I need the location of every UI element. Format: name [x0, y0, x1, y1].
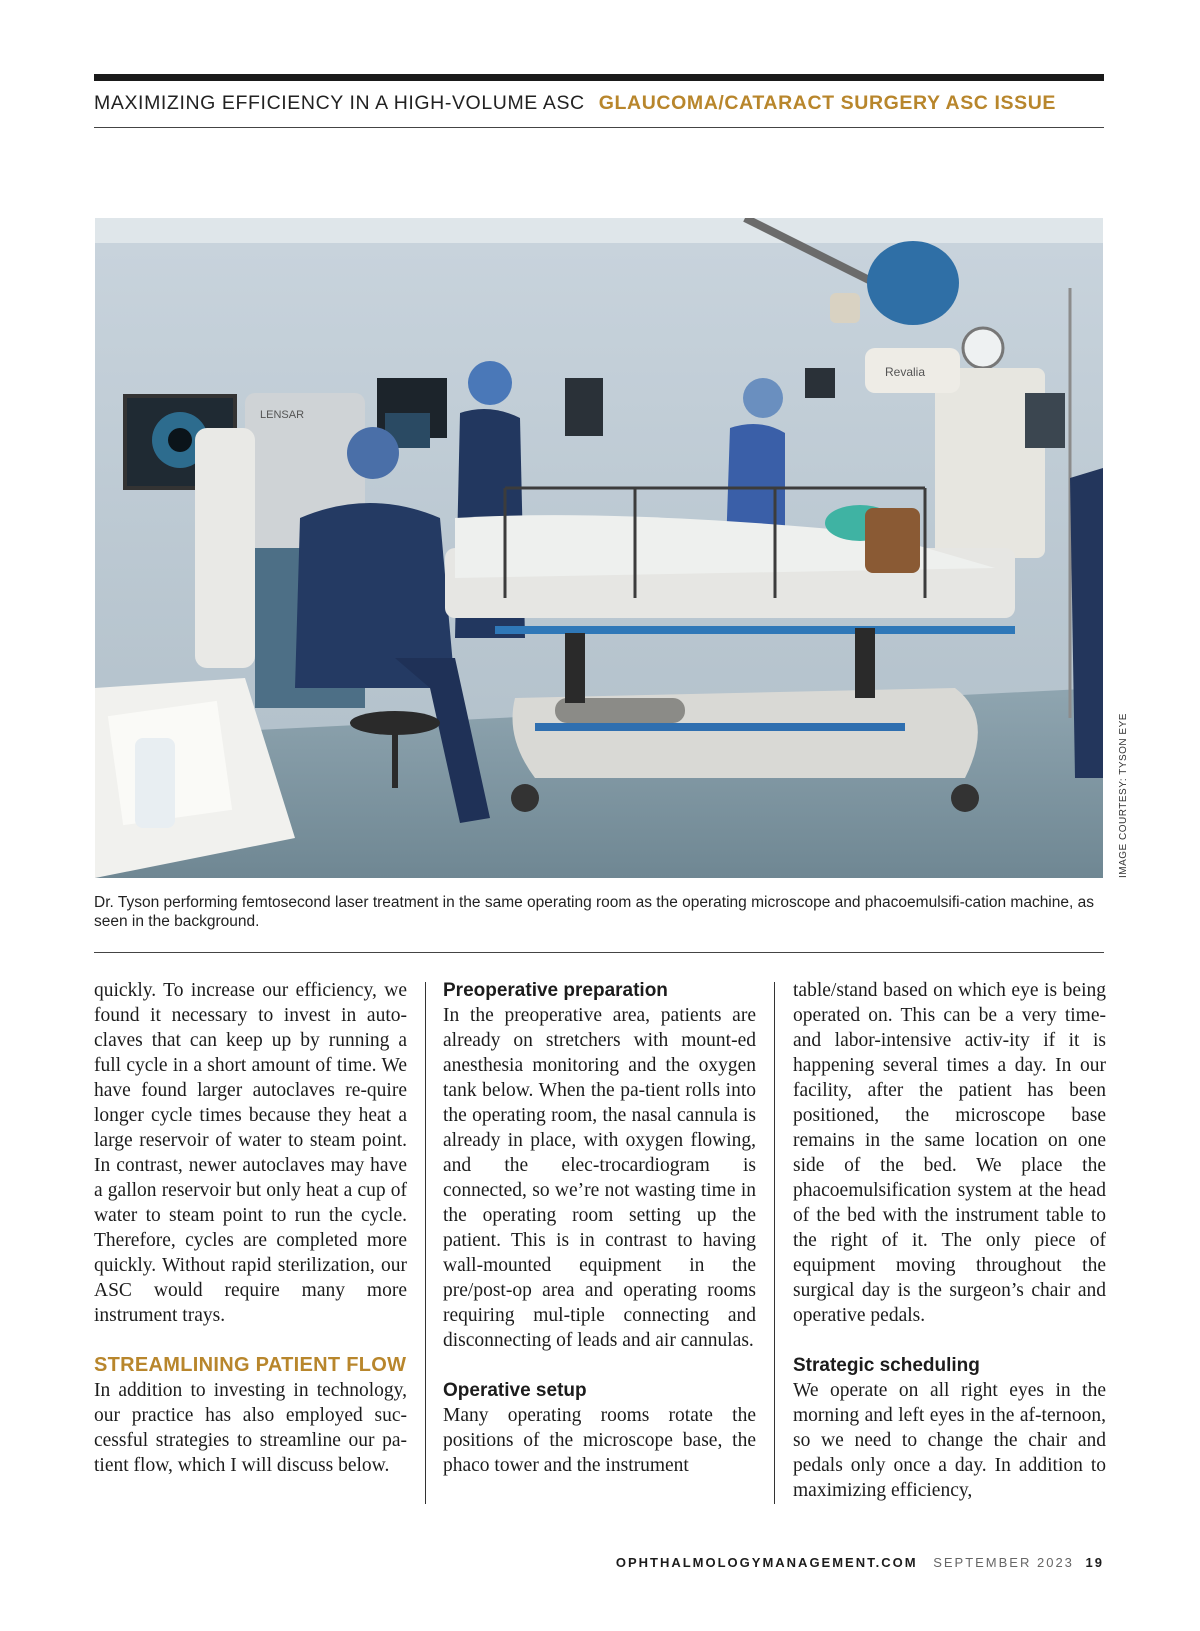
footer-date: SEPTEMBER 2023 — [933, 1555, 1074, 1570]
paragraph: In addition to investing in technology, our practice has also employed suc-cessful strategies to streamline our pa-tient flow, which I will discuss below. — [94, 1380, 407, 1476]
photo-caption: Dr. Tyson performing femtosecond laser treatment in the same operating room as the operating microscope and phacoemulsifi-cation machine, as seen in the background. — [94, 894, 1094, 930]
column-divider — [774, 982, 775, 1504]
subheading: Preoperative preparation — [443, 980, 668, 1001]
paragraph: In the preoperative area, patients are already on stretchers with mount-ed anesthesia monitoring and the oxygen tank below. When the pa-tient rolls into the operating room, the nasal cannula is already in place, with oxygen flowing, and the elec-trocardiogram is connected, so we’re not wasting time in the operating room setting up the patient. This is in contrast to having wall-mounted equipment in the pre/post-op area and operating rooms requiring mul-tiple connecting and disconnecting of leads and air cannulas. — [443, 1005, 756, 1351]
column-divider — [425, 982, 426, 1504]
paragraph: table/stand based on which eye is being operated on. This can be a very time- and labor-intensive activ-ity if it is happening several times a day. In our facility, after the patient has been positioned, the microscope base remains in the same location on one side of the bed. We place the phacoemulsification system at the head of the bed with the instrument table to the right of it. The only piece of equipment moving throughout the surgical day is the surgeon’s chair and operative pedals. — [793, 980, 1106, 1326]
header-issue-title: GLAUCOMA/CATARACT SURGERY ASC ISSUE — [598, 92, 1057, 114]
subheading: Operative setup — [443, 1380, 587, 1401]
subheading: Strategic scheduling — [793, 1355, 980, 1376]
running-header — [94, 92, 1104, 122]
column-1 — [94, 978, 407, 1478]
paragraph: quickly. To increase our efficiency, we found it necessary to invest in auto-claves that can keep up by running a full cycle in a short amount of time. We have found larger autoclaves re-quire longer cycle times because they heat a large reservoir of water to steam point. In contrast, newer autoclaves may have a gallon reservoir but only heat a cup of water to steam point to run the cycle. Therefore, cycles are completed more quickly. Without rapid sterilization, our ASC would require many more instrument trays. — [94, 980, 407, 1326]
paragraph: We operate on all right eyes in the morning and left eyes in the af-ternoon, so we need to change the chair and pedals only once a day. In addition to maximizing efficiency, — [793, 1380, 1106, 1501]
top-rule — [94, 74, 1104, 81]
page-number: 19 — [1085, 1555, 1104, 1570]
header-rule — [94, 127, 1104, 128]
header-article-title: MAXIMIZING EFFICIENCY IN A HIGH-VOLUME ASC — [94, 92, 585, 114]
column-2 — [443, 978, 756, 1478]
operating-room-photo — [95, 218, 1103, 878]
column-3 — [793, 978, 1106, 1503]
page-footer — [616, 1555, 1104, 1570]
caption-rule — [94, 952, 1104, 953]
laser-brand-text: LENSAR — [260, 409, 305, 421]
microscope-brand-text: Revalia — [885, 365, 926, 379]
paragraph: Many operating rooms rotate the positions of the microscope base, the phaco tower and the instrument — [443, 1405, 756, 1476]
footer-website: OPHTHALMOLOGYMANAGEMENT.COM — [615, 1555, 918, 1570]
image-credit: IMAGE COURTESY: TYSON EYE — [1118, 713, 1129, 878]
section-heading: STREAMLINING PATIENT FLOW — [94, 1354, 407, 1376]
